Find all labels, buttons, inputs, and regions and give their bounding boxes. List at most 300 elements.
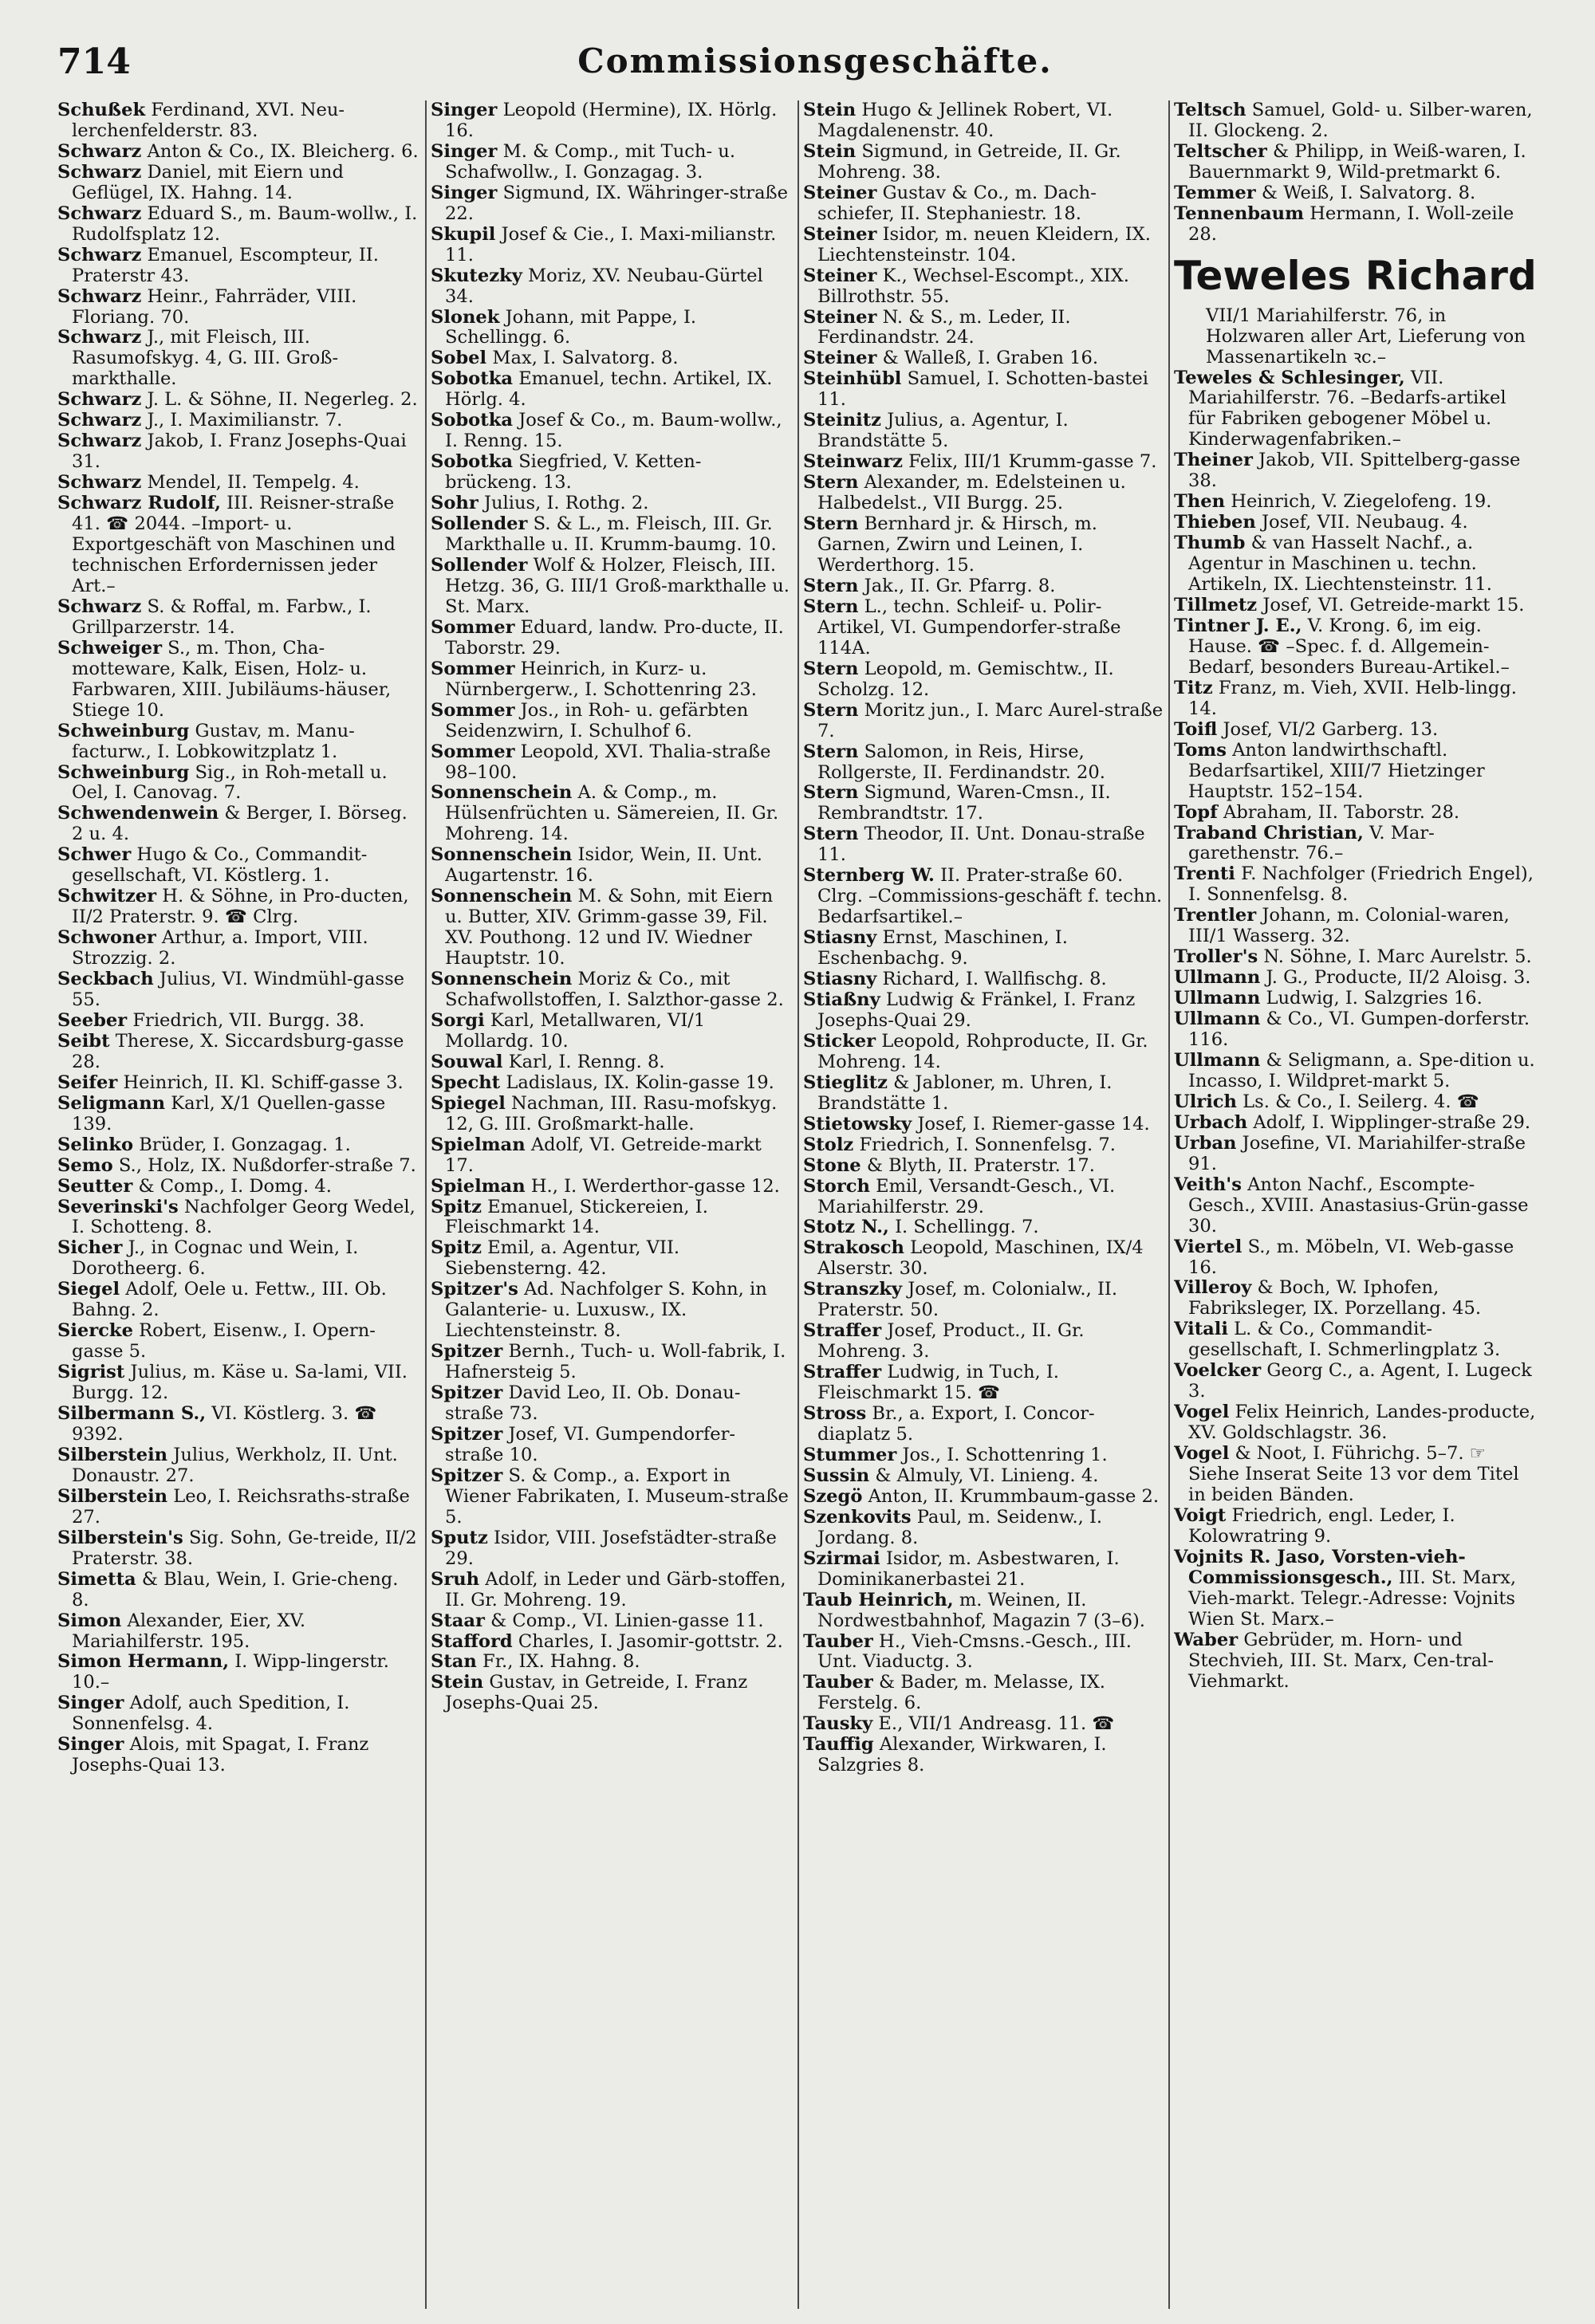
entry-name: Schwarz — [57, 431, 142, 452]
entry-name: Seibt — [57, 1030, 110, 1052]
entry-details: Ludwig & Fränkel, I. Franz Josephs-Quai 29. — [817, 989, 1136, 1031]
entry-name: Teweles & Schlesinger, — [1174, 367, 1405, 388]
directory-entry — [57, 722, 420, 763]
directory-entry — [431, 1652, 794, 1673]
directory-entry — [1174, 989, 1537, 1009]
directory-entry — [803, 225, 1166, 266]
entry-name: Straffer — [803, 1320, 882, 1342]
entry-details: Ad. Nachfolger S. Kohn, in Galanterie- u. Luxusw., IX. Liechtensteinstr. 8. — [445, 1279, 767, 1342]
entry-name: Sommer — [431, 699, 515, 721]
directory-entry — [1174, 183, 1537, 204]
entry-name: Silberstein's — [57, 1527, 183, 1548]
entry-details: Leopold, XVI. Thalia-straße 98–100. — [445, 741, 771, 783]
entry-name: Stummer — [803, 1444, 897, 1465]
entry-details: S., m. Thon, Cha-motteware, Kalk, Eisen, Holz- u. Farbwaren, XIII. Jubiläums-häuser, Stiege 10. — [72, 637, 392, 721]
entry-name: Sussin — [803, 1465, 870, 1486]
entry-name: Singer — [57, 1693, 124, 1714]
entry-details: I. Wipp-lingerstr. 10.– — [72, 1651, 389, 1693]
entry-name: Viertel — [1174, 1236, 1243, 1257]
directory-entry — [57, 431, 420, 473]
entry-name: Steiner — [803, 348, 877, 369]
entry-details: Jakob, I. Franz Josephs-Quai 31. — [72, 431, 407, 473]
entry-details: Samuel, Gold- u. Silber-waren, II. Glockeng. 2. — [1188, 100, 1533, 141]
entry-name: Stiasny — [803, 969, 877, 990]
entry-details: Bernhard jr. & Hirsch, m. Garnen, Zwirn und Leinen, I. Werderthorg. 15. — [817, 513, 1097, 576]
entry-name: Sorgi — [431, 1009, 485, 1031]
entry-details: Sigmund, in Getreide, II. Gr. Mohreng. 38. — [817, 140, 1121, 183]
directory-entry — [57, 763, 420, 804]
entry-details: S. & Comp., a. Export in Wiener Fabrikaten, I. Museum-straße 5. — [445, 1465, 789, 1528]
entry-name: Vogel — [1174, 1443, 1230, 1465]
entry-details: Leopold, Maschinen, IX/4 Alserstr. 30. — [817, 1237, 1144, 1280]
entry-details: Mendel, II. Tempelg. 4. — [147, 472, 360, 494]
directory-entry — [431, 1632, 794, 1653]
entry-details: Josef, VI. Getreide-markt 15. — [1262, 595, 1525, 616]
entry-details: Siegfried, V. Ketten-brückeng. 13. — [445, 451, 702, 494]
directory-entry — [803, 1549, 1166, 1591]
entry-details: & Jabloner, m. Uhren, I. Brandstätte 1. — [817, 1072, 1113, 1114]
entry-details: Leopold, m. Gemischtw., II. Scholzg. 12. — [817, 658, 1114, 700]
entry-name: Spitzer — [431, 1465, 503, 1486]
entry-details: I. Schellingg. 7. — [895, 1217, 1039, 1238]
directory-entry — [803, 1632, 1166, 1673]
directory-entry — [431, 348, 794, 369]
entry-details: & Noot, I. Führichg. 5–7. ☞ Siehe Inserat Seite 13 vor dem Titel in beiden Bänden. — [1188, 1443, 1519, 1505]
entry-details: V. Mar-garethenstr. 76.– — [1188, 822, 1435, 864]
directory-entry — [803, 701, 1166, 742]
directory-entry — [57, 969, 420, 1011]
directory-entry — [1174, 368, 1537, 451]
entry-name: Schwarz — [57, 327, 142, 348]
column-1 — [57, 100, 420, 2309]
entry-details: & Comp., I. Domg. 4. — [138, 1175, 332, 1197]
entry-name: Vogel — [1174, 1402, 1230, 1423]
directory-entry — [431, 1673, 794, 1714]
directory-entry — [431, 1052, 794, 1073]
entry-details: Karl, I. Renng. 8. — [508, 1051, 665, 1072]
entry-name: Schwarz — [57, 472, 142, 494]
entry-name: Tennenbaum — [1174, 203, 1305, 224]
directory-entry — [1174, 1547, 1537, 1630]
entry-details: Ludwig, I. Salzgries 16. — [1266, 988, 1483, 1009]
entry-name: Szegö — [803, 1485, 863, 1507]
directory-entry — [431, 1280, 794, 1342]
entry-name: Schwarz — [57, 285, 142, 307]
directory-entry — [803, 1591, 1166, 1632]
entry-details: H., I. Werderthor-gasse 12. — [530, 1175, 780, 1197]
entry-details: Josef, Product., II. Gr. Mohreng. 3. — [817, 1320, 1085, 1363]
directory-entry — [57, 1135, 420, 1156]
entry-name: Tillmetz — [1174, 595, 1258, 616]
entry-details: A. & Comp., m. Hülsenfrüchten u. Sämereien, II. Gr. Mohreng. 14. — [445, 782, 779, 845]
entry-name: Ullmann — [1174, 967, 1261, 989]
directory-entry — [1174, 1237, 1537, 1279]
directory-entry — [803, 576, 1166, 597]
entry-name: Schwer — [57, 844, 132, 866]
entry-details: S. & Roffal, m. Farbw., I. Grillparzerstr. 14. — [72, 596, 372, 638]
directory-entry — [431, 742, 794, 784]
entry-name: Sternberg W. — [803, 865, 935, 887]
entry-details: Hugo & Co., Commandit-gesellschaft, VI. Köstlerg. 1. — [72, 844, 368, 887]
entry-details: Johann, mit Pappe, I. Schellingg. 6. — [445, 306, 697, 348]
entry-details: Moriz, XV. Neubau-Gürtel 34. — [445, 265, 763, 307]
entry-details: Theodor, II. Unt. Donau-straße 11. — [817, 824, 1145, 866]
directory-entry — [1174, 824, 1537, 865]
entry-details: J. G., Producte, II/2 Aloisg. 3. — [1266, 967, 1531, 989]
directory-entry — [1174, 1361, 1537, 1402]
directory-entry — [803, 1280, 1166, 1321]
entry-details: F. Nachfolger (Friedrich Engel), I. Sonnenfelsg. 8. — [1188, 863, 1534, 906]
entry-name: Singer — [431, 100, 498, 120]
entry-name: Trenti — [1174, 863, 1235, 885]
directory-entry — [1174, 947, 1537, 968]
entry-details: Jos., I. Schottenring 1. — [902, 1444, 1108, 1465]
directory-entry — [57, 163, 420, 204]
entry-details: Julius, I. Rothg. 2. — [483, 493, 649, 514]
directory-entry — [803, 514, 1166, 576]
directory-entry — [431, 452, 794, 494]
directory-entry — [1174, 1402, 1537, 1444]
entry-details: J., I. Maximilianstr. 7. — [147, 410, 343, 431]
entry-details: Paul, m. Seidenw., I. Jordang. 8. — [817, 1506, 1103, 1548]
directory-entry — [803, 1363, 1166, 1404]
entry-name: Stern — [803, 472, 859, 494]
entry-details: Eduard, landw. Pro-ducte, II. Taborstr. 29. — [445, 616, 784, 659]
entry-name: Souwal — [431, 1051, 503, 1072]
directory-entry — [57, 142, 420, 163]
entry-name: Singer — [431, 140, 498, 162]
entry-name: Stolz — [803, 1134, 854, 1155]
advertisement-entry — [1174, 250, 1537, 368]
entry-name: Slonek — [431, 306, 500, 328]
entry-name: Skupil — [431, 223, 496, 245]
directory-entry — [57, 473, 420, 494]
directory-entry — [803, 1238, 1166, 1280]
entry-details: Adolf, auch Spedition, I. Sonnenfelsg. 4. — [72, 1693, 350, 1735]
entry-name: Schwoner — [57, 927, 156, 949]
directory-entry — [57, 204, 420, 246]
directory-entry — [1174, 1175, 1537, 1237]
entry-name: Tausky — [803, 1713, 873, 1735]
entry-details: Leopold (Hermine), IX. Hörlg. 16. — [445, 100, 778, 141]
entry-details: III. Reisner-straße 41. ☎ 2044. –Import- u. Exportgeschäft von Maschinen und technischen Erfordernissen jeder Art.– — [72, 493, 396, 596]
entry-name: Seutter — [57, 1175, 133, 1197]
entry-name: Sonnenschein — [431, 844, 573, 866]
entry-name: Stieglitz — [803, 1072, 888, 1093]
entry-name: Steinwarz — [803, 451, 903, 473]
entry-name: Theiner — [1174, 450, 1253, 471]
directory-entry — [431, 1011, 794, 1052]
entry-details: Ferdinand, XVI. Neu-lerchenfelderstr. 83. — [72, 100, 345, 141]
directory-entry — [431, 845, 794, 887]
directory-entry — [1174, 1113, 1537, 1134]
entry-details: Anton, II. Krummbaum-gasse 2. — [868, 1485, 1160, 1507]
entry-details: H. & Söhne, in Pro-ducten, II/2 Praterstr. 9. ☎ Clrg. — [72, 886, 409, 928]
entry-details: M. & Comp., mit Tuch- u. Schafwollw., I. Gonzagag. 3. — [445, 140, 735, 183]
entry-name: Spitz — [431, 1196, 482, 1217]
entry-name: Straffer — [803, 1362, 882, 1383]
entry-name: Stern — [803, 741, 859, 762]
entry-details: Karl, X/1 Quellen-gasse 139. — [72, 1092, 386, 1134]
directory-entry — [1174, 616, 1537, 678]
entry-name: Urbach — [1174, 1111, 1248, 1133]
entry-name: Temmer — [1174, 182, 1256, 203]
entry-name: Silbermann S., — [57, 1403, 207, 1425]
entry-name: Storch — [803, 1175, 870, 1197]
entry-name: Tauber — [803, 1630, 873, 1652]
entry-name: Specht — [431, 1072, 501, 1093]
entry-details: Isidor, Wein, II. Unt. Augartenstr. 16. — [445, 844, 762, 887]
directory-entry — [57, 639, 420, 722]
entry-details: & Co., VI. Gumpen-dorferstr. 116. — [1188, 1009, 1530, 1051]
directory-entry — [1174, 720, 1537, 741]
entry-details: J., in Cognac und Wein, I. Dorotheerg. 6. — [72, 1237, 359, 1280]
advertisement-text: VII/1 Mariahilferstr. 76, in Holzwaren aller Art, Lieferung von Massenartikeln ꝛc.– — [1206, 305, 1526, 368]
column-4 — [1174, 100, 1537, 2309]
directory-entry — [57, 1156, 420, 1177]
entry-name: Siercke — [57, 1320, 133, 1342]
page-number: 714 — [57, 41, 131, 82]
entry-details: Josef & Cie., I. Maxi-milianstr. 11. — [445, 223, 777, 265]
entry-details: & Berger, I. Börseg. 2 u. 4. — [72, 803, 408, 845]
directory-entry — [1174, 864, 1537, 906]
directory-entry — [803, 1135, 1166, 1156]
directory-entry — [1174, 1630, 1537, 1693]
entry-name: Seckbach — [57, 969, 154, 990]
entry-name: Simetta — [57, 1568, 136, 1590]
entry-details: Josef & Co., m. Baum-wollw., I. Renng. 15. — [445, 410, 782, 452]
entry-details: Robert, Eisenw., I. Opern-gasse 5. — [72, 1320, 376, 1363]
entry-name: Spielman — [431, 1134, 526, 1155]
directory-entry — [803, 1177, 1166, 1218]
directory-entry — [803, 1073, 1166, 1115]
entry-details: N. & S., m. Leder, II. Ferdinandstr. 24. — [817, 306, 1071, 348]
directory-entry — [431, 1383, 794, 1425]
directory-entry — [803, 1508, 1166, 1549]
entry-name: Stietowsky — [803, 1113, 912, 1134]
directory-entry — [57, 1363, 420, 1404]
entry-details: Fr., IX. Hahng. 8. — [482, 1651, 640, 1673]
entry-name: Silberstein — [57, 1485, 168, 1507]
entry-name: Semo — [57, 1154, 113, 1176]
directory-entry — [57, 1652, 420, 1693]
directory-entry — [1174, 492, 1537, 513]
entry-details: VII. Mariahilferstr. 76. –Bedarfs-artikel für Fabriken gebogener Möbel u. Kinderwagenfabriken.– — [1188, 367, 1506, 450]
entry-details: Nachfolger Georg Wedel, I. Schotteng. 8. — [72, 1196, 415, 1238]
directory-entry — [431, 494, 794, 514]
directory-entry — [57, 1487, 420, 1528]
entry-details: Wolf & Holzer, Fleisch, III. Hetzg. 36, G. III/1 Groß-markthalle u. St. Marx. — [445, 554, 790, 617]
entry-name: Stern — [803, 575, 859, 596]
directory-entry — [57, 1177, 420, 1197]
entry-name: Stiasny — [803, 927, 877, 949]
entry-details: Gebrüder, m. Horn- und Stechvieh, III. St. Marx, Cen-tral-Viehmarkt. — [1188, 1629, 1495, 1692]
entry-name: Schwarz — [57, 410, 142, 431]
entry-details: & Philipp, in Weiß-waren, I. Bauernmarkt 9, Wild-pretmarkt 6. — [1188, 140, 1526, 183]
entry-details: & Boch, W. Iphofen, Fabriksleger, IX. Porzellang. 45. — [1188, 1277, 1482, 1319]
entry-details: VI. Köstlerg. 3. ☎ 9392. — [72, 1403, 377, 1445]
directory-entry — [57, 845, 420, 887]
entry-name: Schweiger — [57, 637, 162, 659]
entry-name: Spitzer — [431, 1341, 503, 1363]
entry-details: III. St. Marx, Vieh-markt. Telegr.-Adresse: Vojnits Wien St. Marx.– — [1188, 1567, 1517, 1630]
entry-details: Emanuel, Escompteur, II. Praterstr 43. — [72, 244, 379, 286]
directory-entry — [803, 783, 1166, 824]
entry-name: Steiner — [803, 265, 877, 286]
directory-entry — [803, 824, 1166, 866]
directory-entry — [803, 266, 1166, 308]
entry-name: Stone — [803, 1154, 861, 1176]
entry-details: Isidor, m. neuen Kleidern, IX. Liechtensteinstr. 104. — [817, 223, 1151, 265]
directory-entry — [57, 1404, 420, 1445]
directory-entry — [431, 1094, 794, 1135]
column-divider — [798, 100, 799, 2309]
entry-details: L. & Co., Commandit-gesellschaft, I. Schmerlingplatz 3. — [1188, 1319, 1501, 1361]
entry-details: Alexander, Eier, XV. Mariahilferstr. 195. — [72, 1610, 306, 1652]
entry-name: Veith's — [1174, 1174, 1242, 1195]
entry-name: Ullmann — [1174, 1049, 1261, 1071]
entry-name: Voigt — [1174, 1504, 1227, 1526]
entry-name: Schweinburg — [57, 761, 190, 783]
entry-name: Vojnits R. Jaso, Vorsten-vieh-Commissionsgesch., — [1174, 1546, 1466, 1588]
directory-entry — [57, 1011, 420, 1032]
directory-entry — [57, 1280, 420, 1321]
directory-entry — [431, 1197, 794, 1239]
entry-details: Josef, VI/2 Garberg. 13. — [1223, 718, 1439, 740]
directory-columns — [57, 100, 1581, 2309]
entry-details: Julius, a. Agentur, I. Brandstätte 5. — [817, 410, 1069, 452]
running-head-title: Commissionsgeschäfte. — [577, 41, 1053, 81]
entry-name: Singer — [431, 182, 498, 203]
directory-entry — [1174, 906, 1537, 947]
entry-details: Jakob, VII. Spittelberg-gasse 38. — [1188, 450, 1521, 492]
entry-name: Stern — [803, 513, 859, 535]
entry-name: Siegel — [57, 1279, 120, 1300]
directory-entry — [803, 928, 1166, 969]
entry-details: Bernh., Tuch- u. Woll-fabrik, I. Hafnersteig 5. — [445, 1341, 786, 1383]
entry-name: Spitzer — [431, 1382, 503, 1404]
entry-details: Leo, I. Reichsraths-straße 27. — [72, 1485, 410, 1528]
directory-entry — [57, 1611, 420, 1653]
directory-entry — [57, 1321, 420, 1363]
entry-details: Moritz jun., I. Marc Aurel-straße 7. — [817, 699, 1164, 741]
entry-name: Skutezky — [431, 265, 522, 286]
directory-entry — [803, 1673, 1166, 1714]
directory-entry — [803, 866, 1166, 928]
entry-details: K., Wechsel-Escompt., XIX. Billrothstr. 55. — [817, 265, 1129, 307]
entry-details: & Bader, m. Melasse, IX. Ferstelg. 6. — [817, 1672, 1105, 1714]
entry-name: Voelcker — [1174, 1360, 1262, 1382]
entry-name: Teltsch — [1174, 100, 1246, 120]
entry-details: Jos., in Roh- u. gefärbten Seidenzwirn, I. Schulhof 6. — [445, 699, 749, 741]
entry-details: Ludwig, in Tuch, I. Fleischmarkt 15. ☎ — [817, 1362, 1059, 1404]
directory-entry — [803, 369, 1166, 411]
entry-details: Alois, mit Spagat, I. Franz Josephs-Quai 13. — [72, 1734, 369, 1776]
entry-name: Steinhübl — [803, 368, 902, 390]
entry-details: Moriz & Co., mit Schafwollstoffen, I. Salzthor-gasse 2. — [445, 969, 784, 1010]
entry-details: Emanuel, techn. Artikel, IX. Hörlg. 4. — [445, 368, 773, 411]
entry-details: Johann, m. Colonial-waren, III/1 Wasserg. 32. — [1188, 905, 1510, 947]
entry-details: Julius, m. Käse u. Sa-lami, VII. Burgg. 12. — [72, 1362, 408, 1404]
directory-entry — [803, 597, 1166, 659]
directory-entry — [431, 618, 794, 659]
entry-name: Sollender — [431, 513, 528, 535]
directory-entry — [803, 452, 1166, 473]
directory-entry — [1174, 513, 1537, 533]
entry-details: Ladislaus, IX. Kolin-gasse 19. — [506, 1072, 774, 1093]
entry-details: Emanuel, Stickereien, I. Fleischmarkt 14. — [445, 1196, 708, 1238]
directory-entry — [431, 1342, 794, 1383]
directory-entry — [1174, 1444, 1537, 1506]
directory-entry — [1174, 533, 1537, 596]
directory-entry — [431, 969, 794, 1011]
entry-name: Sohr — [431, 493, 478, 514]
entry-name: Stranszky — [803, 1279, 903, 1300]
directory-entry — [1174, 1134, 1537, 1175]
entry-name: Villeroy — [1174, 1277, 1252, 1299]
entry-name: Ulrich — [1174, 1091, 1237, 1112]
directory-entry — [1174, 450, 1537, 492]
entry-name: Thieben — [1174, 512, 1256, 533]
entry-details: Therese, X. Siccardsburg-gasse 28. — [72, 1030, 404, 1072]
entry-name: Stern — [803, 782, 859, 804]
directory-entry — [803, 1404, 1166, 1445]
entry-details: II. Prater-straße 60. Clrg. –Commissions-geschäft f. techn. Bedarfsartikel.– — [817, 865, 1163, 928]
entry-name: Sobotka — [431, 451, 513, 473]
entry-details: Adolf, Oele u. Fettw., III. Ob. Bahng. 2. — [72, 1279, 387, 1321]
directory-entry — [431, 1073, 794, 1094]
entry-details: Anton & Co., IX. Bleicherg. 6. — [147, 140, 419, 162]
entry-name: Toifl — [1174, 718, 1218, 740]
entry-name: Ullmann — [1174, 1009, 1261, 1030]
entry-name: Spitzer's — [431, 1279, 518, 1300]
entry-details: Heinrich, II. Kl. Schiff-gasse 3. — [123, 1072, 404, 1093]
entry-name: Stafford — [431, 1630, 513, 1652]
entry-name: Sobotka — [431, 410, 513, 431]
entry-details: Anton Nachf., Escompte-Gesch., XVIII. Anastasius-Grün-gasse 30. — [1188, 1174, 1529, 1237]
entry-name: Stein — [803, 140, 857, 162]
entry-name: Trentler — [1174, 905, 1257, 926]
entry-name: Steiner — [803, 306, 877, 328]
directory-entry — [431, 701, 794, 742]
entry-details: & Weiß, I. Salvatorg. 8. — [1261, 182, 1476, 203]
entry-name: Taub Heinrich, — [803, 1589, 954, 1610]
directory-entry — [803, 990, 1166, 1032]
entry-details: Emil, a. Agentur, VII. Siebensterng. 42. — [445, 1237, 680, 1280]
entry-details: Ernst, Maschinen, I. Eschenbachg. 9. — [817, 927, 1068, 969]
directory-entry — [803, 1156, 1166, 1177]
entry-name: Selinko — [57, 1134, 134, 1155]
directory-entry — [803, 1466, 1166, 1487]
directory-entry — [431, 887, 794, 969]
directory-entry — [57, 287, 420, 328]
entry-name: Sommer — [431, 616, 515, 638]
directory-entry — [431, 266, 794, 308]
directory-entry — [1174, 1009, 1537, 1051]
entry-details: Isidor, m. Asbestwaren, I. Dominikanerbastei 21. — [817, 1547, 1120, 1590]
directory-entry — [57, 1445, 420, 1487]
entry-details: Josef, m. Colonialw., II. Praterstr. 50. — [817, 1279, 1118, 1321]
directory-entry — [57, 390, 420, 411]
entry-details: E., VII/1 Andreasg. 11. ☎ — [878, 1713, 1115, 1735]
entry-name: Strakosch — [803, 1237, 904, 1259]
directory-entry — [57, 1693, 420, 1735]
directory-entry — [803, 473, 1166, 514]
directory-entry — [431, 100, 794, 142]
entry-details: Georg C., a. Agent, I. Lugeck 3. — [1188, 1360, 1532, 1402]
entry-details: Friedrich, I. Sonnenfelsg. 7. — [859, 1134, 1116, 1155]
entry-name: Stern — [803, 699, 859, 721]
